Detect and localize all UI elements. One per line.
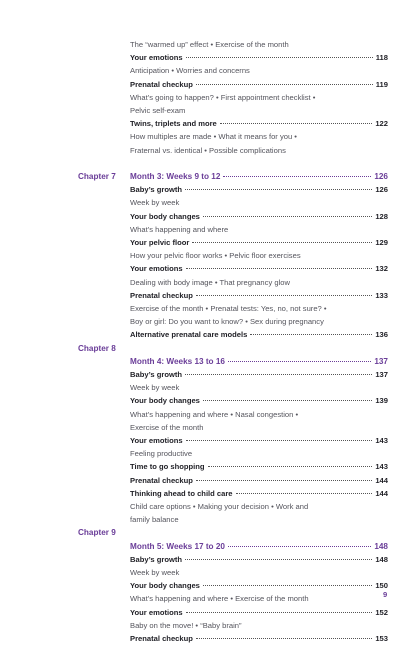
toc-page-number: 118 — [375, 53, 388, 63]
toc-entry[interactable] — [130, 51, 388, 64]
toc-page-number: 148 — [374, 541, 388, 551]
toc-entry[interactable] — [130, 368, 388, 381]
toc-page-number: 126 — [374, 172, 388, 181]
toc-entry-title: Prenatal checkup — [130, 79, 193, 89]
dot-leader — [186, 612, 373, 613]
toc-entry-title: Month 3: Weeks 9 to 12 — [130, 172, 221, 181]
toc-description: Fraternal vs. identical • Possible complications — [130, 145, 286, 155]
toc-description: Exercise of the month — [130, 422, 204, 432]
toc-page-number: 148 — [375, 554, 388, 564]
dot-leader — [228, 361, 371, 362]
toc-entry-title: Your body changes — [130, 211, 200, 221]
toc-page-number: 153 — [375, 634, 388, 643]
toc-entry-title: Alternative prenatal care models — [130, 330, 248, 340]
chapter-label: Chapter 8 — [78, 343, 116, 353]
toc-entry[interactable] — [130, 183, 388, 196]
dot-leader — [228, 546, 371, 547]
dot-leader — [236, 493, 373, 494]
toc-entry-title: Baby’s growth — [130, 370, 183, 379]
toc-page-number: 143 — [375, 462, 388, 472]
toc-entry[interactable] — [130, 210, 388, 223]
toc-month-heading[interactable] — [130, 170, 388, 183]
toc-entry[interactable] — [130, 487, 388, 500]
page-number: 9 — [383, 590, 388, 599]
toc-page-number: 132 — [375, 264, 388, 274]
dot-leader — [196, 84, 373, 85]
toc-page-number: 144 — [375, 475, 388, 485]
toc-entry[interactable] — [130, 394, 388, 407]
toc-page-number: 144 — [375, 488, 388, 498]
toc-page-number: 137 — [374, 356, 388, 366]
toc-description: family balance — [130, 515, 179, 525]
toc-description: Exercise of the month • Prenatal tests: Yes, no, not sure? • — [130, 304, 327, 313]
toc-page-number: 129 — [375, 238, 388, 247]
dot-leader — [203, 400, 372, 401]
dot-leader — [196, 638, 372, 639]
toc-page-number: 126 — [375, 185, 388, 195]
toc-entry[interactable] — [130, 632, 388, 645]
toc-description: What’s happening and where • Exercise of the month — [130, 594, 309, 604]
toc-description: Baby on the move! • “Baby brain” — [130, 620, 242, 630]
toc-entry-title: Your body changes — [130, 396, 200, 406]
toc-entry[interactable] — [130, 236, 388, 249]
toc-entry-title: Twins, triplets and more — [130, 119, 217, 129]
toc-entry-title: Prenatal checkup — [130, 290, 193, 300]
toc-page-number: 119 — [375, 79, 388, 89]
toc-entry[interactable] — [130, 289, 388, 302]
dot-leader — [220, 123, 373, 124]
toc-description: Week by week — [130, 198, 180, 208]
toc-entry-title: Prenatal checkup — [130, 634, 193, 643]
toc-description: The “warmed up” effect • Exercise of the month — [130, 40, 289, 49]
toc-description: Child care options • Making your decision • Work and — [130, 502, 309, 511]
toc-entry[interactable] — [130, 434, 388, 447]
toc-page-number: 128 — [375, 211, 388, 221]
toc-page-number: 137 — [375, 370, 388, 379]
toc-description: What’s happening and where — [130, 224, 229, 234]
toc-entry-title: Month 5: Weeks 17 to 20 — [130, 541, 225, 551]
dot-leader — [203, 216, 372, 217]
toc-entry-title: Time to go shopping — [130, 462, 205, 472]
toc-description: How your pelvic floor works • Pelvic floor exercises — [130, 251, 301, 261]
toc-page-number: 122 — [375, 119, 388, 129]
toc-entry[interactable] — [130, 78, 388, 91]
dot-leader — [250, 334, 372, 335]
toc-description: Anticipation • Worries and concerns — [130, 66, 250, 76]
toc-entry-title: Your emotions — [130, 264, 183, 274]
toc-page-number: 136 — [375, 330, 388, 340]
dot-leader — [186, 440, 373, 441]
toc-entry[interactable] — [130, 553, 388, 566]
toc-page-number: 150 — [375, 581, 388, 591]
toc-entry-title: Thinking ahead to child care — [130, 488, 233, 498]
toc-description: Dealing with body image • That pregnancy glow — [130, 277, 290, 287]
toc-entry-title: Your emotions — [130, 607, 183, 617]
dot-leader — [185, 559, 372, 560]
toc-page-number: 139 — [375, 396, 388, 406]
dot-leader — [223, 176, 371, 177]
toc-month-heading[interactable] — [130, 355, 388, 368]
toc-entry-title: Your emotions — [130, 53, 183, 63]
toc-entry[interactable] — [130, 328, 388, 341]
dot-leader — [185, 374, 372, 375]
chapter-label: Chapter 9 — [78, 528, 116, 538]
dot-leader — [185, 189, 372, 190]
toc-entry-title: Your pelvic floor — [130, 238, 190, 247]
toc-page-number: 143 — [375, 436, 388, 445]
dot-leader — [186, 268, 373, 269]
toc-description: Pelvic self-exam — [130, 106, 186, 115]
toc-description: How multiples are made • What it means for you • — [130, 132, 297, 142]
toc-entry-title: Your emotions — [130, 436, 183, 445]
toc-month-heading[interactable] — [130, 540, 388, 553]
toc-entry-title: Baby’s growth — [130, 185, 183, 195]
dot-leader — [196, 480, 372, 481]
dot-leader — [208, 466, 373, 467]
toc-page-number: 152 — [375, 607, 388, 617]
toc-entry[interactable] — [130, 579, 388, 592]
toc-entry[interactable] — [130, 474, 388, 487]
toc-description: Feeling productive — [130, 449, 193, 459]
toc-entry-title: Prenatal checkup — [130, 475, 193, 485]
toc-description: What’s happening and where • Nasal congestion • — [130, 409, 299, 419]
toc-entry-title: Your body changes — [130, 581, 200, 591]
toc-entry-title: Baby’s growth — [130, 554, 183, 564]
dot-leader — [192, 242, 372, 243]
toc-page-number: 133 — [375, 290, 388, 300]
dot-leader — [203, 585, 372, 586]
toc-entry[interactable] — [130, 460, 388, 473]
toc-description: Boy or girl: Do you want to know? • Sex during pregnancy — [130, 317, 324, 327]
toc-entry[interactable] — [130, 117, 388, 130]
toc-entry[interactable] — [130, 606, 388, 619]
toc-entry-title: Month 4: Weeks 13 to 16 — [130, 356, 225, 366]
toc-entry[interactable] — [130, 262, 388, 275]
chapter-label: Chapter 7 — [78, 172, 116, 181]
dot-leader — [186, 57, 373, 58]
toc-description: Week by week — [130, 568, 180, 577]
toc-description: Week by week — [130, 383, 180, 393]
toc-description: What’s going to happen? • First appointment checklist • — [130, 92, 316, 102]
dot-leader — [196, 295, 372, 296]
